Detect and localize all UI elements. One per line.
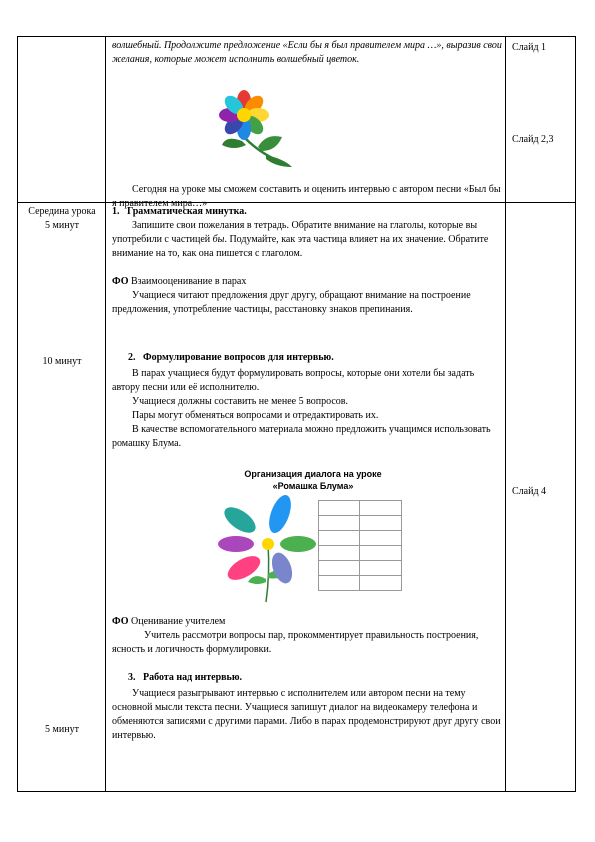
stage-name: Середина урока xyxy=(28,206,96,217)
fo-line xyxy=(112,615,225,629)
fo-text: Оценивание учителем xyxy=(128,616,226,627)
section-heading xyxy=(128,671,242,685)
diagram-title-line: Организация диалога на уроке xyxy=(244,469,382,479)
stage-time: 10 минут xyxy=(42,356,82,367)
stage-time: 5 минут xyxy=(45,724,79,735)
table-row xyxy=(18,37,576,203)
slide-cell xyxy=(506,203,576,792)
paragraph-text: . Подумайте, как эта частица влияет на их значение. Обратите внимание на то, как она пишется с глаголом. xyxy=(112,234,489,259)
lesson-goal-text: Сегодня на уроке мы сможем составить и оценить интервью с автором песни «Был бы я правителем мира…» xyxy=(112,184,501,209)
paragraph: Учащиеся должны составить не менее 5 вопросов. xyxy=(132,396,349,407)
fo-label: ФО xyxy=(112,276,129,287)
fo-label: ФО xyxy=(112,616,129,627)
slide-cell xyxy=(506,37,576,203)
section-heading xyxy=(128,351,334,365)
paragraph: В качестве вспомогательного материала можно предложить учащимся использовать ромашку Блума. xyxy=(112,424,491,449)
bloom-question-table xyxy=(318,500,402,591)
section-title: Формулирование вопросов для интервью. xyxy=(143,352,334,363)
intro-text: волшебный. Продолжите предложение «Если бы я был правителем мира …», выразив свои желания, которые может исполнить волшебный цветок. xyxy=(112,40,502,65)
fo-text: Взаимооценивание в парах xyxy=(128,276,247,287)
magic-flower-image xyxy=(206,85,296,167)
paragraph: Учащиеся читают предложения друг другу, обращают внимание на построение предложения, употребление частицы, расстановку знаков препинания. xyxy=(112,290,471,315)
paragraph: Учитель рассмотри вопросы пар, прокомментирует правильность построения, ясность и логичность формулировки. xyxy=(112,630,479,655)
slide-label: Слайд 2,3 xyxy=(512,134,554,145)
section-title: Грамматическая минутка. xyxy=(127,206,247,217)
diagram-title xyxy=(218,468,408,492)
stage-label xyxy=(18,205,106,233)
bloom-diagram xyxy=(218,468,408,492)
section-number: 3. xyxy=(128,672,136,683)
table-row xyxy=(18,203,576,792)
stage-time: 5 минут xyxy=(45,220,79,231)
paragraph: В парах учащиеся будут формулировать вопросы, которые они хотели бы задать автору песни или её исполнителю. xyxy=(112,368,475,393)
lesson-plan-table xyxy=(17,36,576,792)
section-heading xyxy=(112,205,247,219)
bloom-chamomile-image xyxy=(218,494,318,604)
paragraph xyxy=(112,219,502,261)
slide-label: Слайд 4 xyxy=(512,486,547,497)
stage-cell xyxy=(18,203,106,792)
paragraph-italic: бы xyxy=(212,234,225,245)
content-cell xyxy=(106,203,506,792)
content-cell xyxy=(106,37,506,209)
paragraph: Пары могут обменяться вопросами и отредактировать их. xyxy=(132,410,379,421)
fo-line xyxy=(112,275,246,289)
slide-label: Слайд 1 xyxy=(512,42,547,53)
section-number: 2. xyxy=(128,352,136,363)
paragraph-text: Запишите свои пожелания в тетрадь. Обратите внимание на глаголы, которые вы употребили с частицей xyxy=(112,220,478,245)
paragraph: Учащиеся разыгрывают интервью с исполнителем или автором песни на тему основной мысли текста песни. Учащиеся запишут диалог на видеокамеру телефона и обменяются записями с другими парами. Либо в парах продемонстрируют друг другу свои интервью. xyxy=(112,688,501,741)
stage-cell xyxy=(18,37,106,203)
diagram-title-line: «Ромашка Блума» xyxy=(272,481,354,491)
section-title: Работа над интервью. xyxy=(143,672,242,683)
section-number: 1. xyxy=(112,206,120,217)
